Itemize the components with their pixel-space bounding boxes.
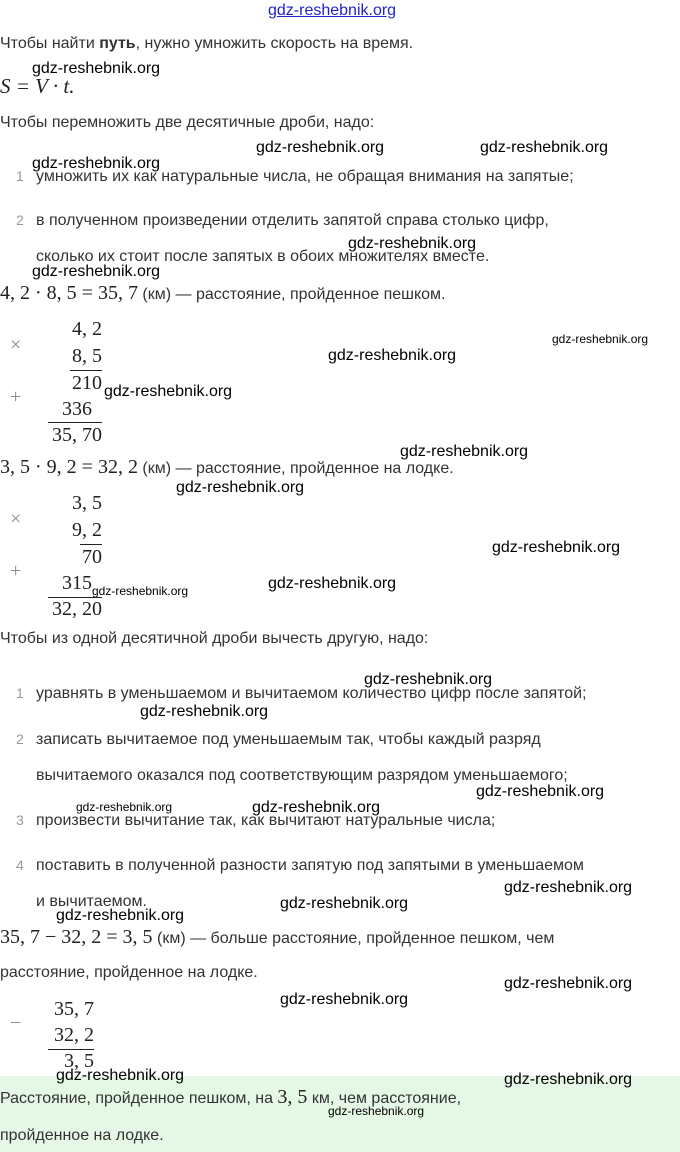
- walk-factor-1: 4, 2: [72, 318, 102, 340]
- intro-bold-path: путь: [99, 35, 136, 52]
- subtract-step-4-line-2: и вычитаемом.: [36, 893, 147, 910]
- list-number-1: 1: [16, 168, 24, 184]
- watermark: gdz-reshebnik.org: [32, 60, 161, 77]
- watermark: gdz-reshebnik.org: [400, 443, 529, 460]
- diff-minuend: 35, 7: [54, 998, 94, 1020]
- watermark: gdz-reshebnik.org: [252, 799, 381, 816]
- walk-result: 35, 70: [52, 424, 102, 446]
- watermark: gdz-reshebnik.org: [480, 139, 609, 156]
- walk-description: (км) — расстояние, пройденное пешком.: [137, 286, 446, 303]
- boat-factor-line: [80, 544, 102, 545]
- subtract-step-2-line-2: вычитаемого оказался под соответствующим разрядом уменьшаемого;: [36, 767, 568, 784]
- list-number-3: 3: [16, 812, 24, 828]
- diff-subtrahend: 32, 2: [54, 1024, 94, 1046]
- intro-after: , нужно умножить скорость на время.: [135, 35, 414, 52]
- boat-expression: 3, 5 · 9, 2 = 32, 2: [0, 456, 138, 478]
- multiply-step-1: умножить их как натуральные числа, не обращая внимания на запятые;: [36, 168, 574, 185]
- list-number-1: 1: [16, 685, 24, 701]
- intro-before: Чтобы найти: [0, 35, 100, 52]
- difference-description: (км) — больше расстояние, пройденное пешком, чем: [152, 930, 555, 947]
- formula-distance: S = V · t.: [0, 74, 75, 98]
- difference-expression: 35, 7 − 32, 2 = 3, 5: [0, 926, 153, 948]
- subtract-step-4-line-1: поставить в полученной разности запятую под запятыми в уменьшаемом: [36, 857, 584, 874]
- plus-sign: +: [10, 386, 22, 408]
- watermark: gdz-reshebnik.org: [476, 783, 605, 800]
- watermark: gdz-reshebnik.org: [504, 975, 633, 992]
- watermark: gdz-reshebnik.org: [328, 1104, 425, 1118]
- watermark: gdz-reshebnik.org: [76, 800, 173, 814]
- watermark: gdz-reshebnik.org: [504, 1071, 633, 1088]
- answer-line-2: пройденное на лодке.: [0, 1127, 164, 1144]
- plus-sign-2: +: [10, 560, 22, 582]
- difference-equation: [0, 926, 554, 949]
- boat-factor-1: 3, 5: [72, 492, 102, 514]
- answer-value: 3, 5: [277, 1086, 308, 1108]
- walk-partial-2: 336: [62, 398, 92, 420]
- walk-partial-1: 210: [72, 372, 102, 394]
- multiply-step-2-line-2: сколько их стоит после запятых в обоих множителях вместе.: [36, 248, 490, 265]
- watermark: gdz-reshebnik.org: [280, 991, 409, 1008]
- watermark: gdz-reshebnik.org: [32, 155, 161, 172]
- watermark: gdz-reshebnik.org: [256, 139, 385, 156]
- watermark: gdz-reshebnik.org: [176, 479, 305, 496]
- subtract-step-1: уравнять в уменьшаемом и вычитаемом количество цифр после запятой;: [36, 685, 587, 702]
- multiply-step-2-line-1: в полученном произведении отделить запятой справа столько цифр,: [36, 212, 549, 229]
- watermark: gdz-reshebnik.org: [492, 539, 621, 556]
- subtract-step-3: произвести вычитание так, как вычитают натуральные числа;: [36, 812, 496, 829]
- watermark: gdz-reshebnik.org: [268, 575, 397, 592]
- watermark: gdz-reshebnik.org: [504, 879, 633, 896]
- boat-equation: [0, 456, 454, 479]
- watermark: gdz-reshebnik.org: [348, 235, 477, 252]
- walk-factor-line: [70, 370, 102, 371]
- list-number-2: 2: [16, 212, 24, 228]
- diff-result: 3, 5: [64, 1050, 94, 1072]
- top-watermark-link[interactable]: gdz-reshebnik.org: [268, 2, 397, 19]
- watermark: gdz-reshebnik.org: [140, 703, 269, 720]
- subtract-rule-heading: Чтобы из одной десятичной дроби вычесть другую, надо:: [0, 630, 429, 647]
- boat-description: (км) — расстояние, пройденное на лодке.: [137, 460, 454, 477]
- watermark: gdz-reshebnik.org: [552, 332, 649, 346]
- subtract-step-2-line-1: записать вычитаемое под уменьшаемым так, чтобы каждый разряд: [36, 731, 541, 748]
- watermark: gdz-reshebnik.org: [56, 1067, 185, 1084]
- difference-description-line-2: расстояние, пройденное на лодке.: [0, 964, 258, 981]
- walk-factor-2: 8, 5: [72, 345, 102, 367]
- watermark: gdz-reshebnik.org: [92, 584, 189, 598]
- multiply-rule-heading: Чтобы перемножить две десятичные дроби, надо:: [0, 114, 375, 131]
- intro-sentence: [0, 35, 413, 53]
- watermark: gdz-reshebnik.org: [32, 263, 161, 280]
- list-number-2: 2: [16, 731, 24, 747]
- minus-sign: −: [10, 1012, 22, 1034]
- boat-partial-1: 70: [82, 546, 102, 568]
- boat-factor-2: 9, 2: [72, 519, 102, 541]
- boat-result: 32, 20: [52, 598, 102, 620]
- watermark: gdz-reshebnik.org: [56, 907, 185, 924]
- answer-after: км, чем расстояние,: [307, 1090, 462, 1107]
- watermark: gdz-reshebnik.org: [364, 671, 493, 688]
- boat-partial-2: 315: [62, 572, 92, 594]
- multiply-sign-2: ×: [10, 508, 22, 530]
- walk-equation: [0, 282, 445, 305]
- list-number-4: 4: [16, 857, 24, 873]
- answer-before: Расстояние, пройденное пешком, на: [0, 1090, 278, 1107]
- watermark: gdz-reshebnik.org: [104, 383, 233, 400]
- walk-expression: 4, 2 · 8, 5 = 35, 7: [0, 282, 138, 304]
- watermark: gdz-reshebnik.org: [280, 895, 409, 912]
- multiply-sign: ×: [10, 334, 22, 356]
- watermark: gdz-reshebnik.org: [328, 347, 457, 364]
- walk-sum-line: [48, 422, 102, 423]
